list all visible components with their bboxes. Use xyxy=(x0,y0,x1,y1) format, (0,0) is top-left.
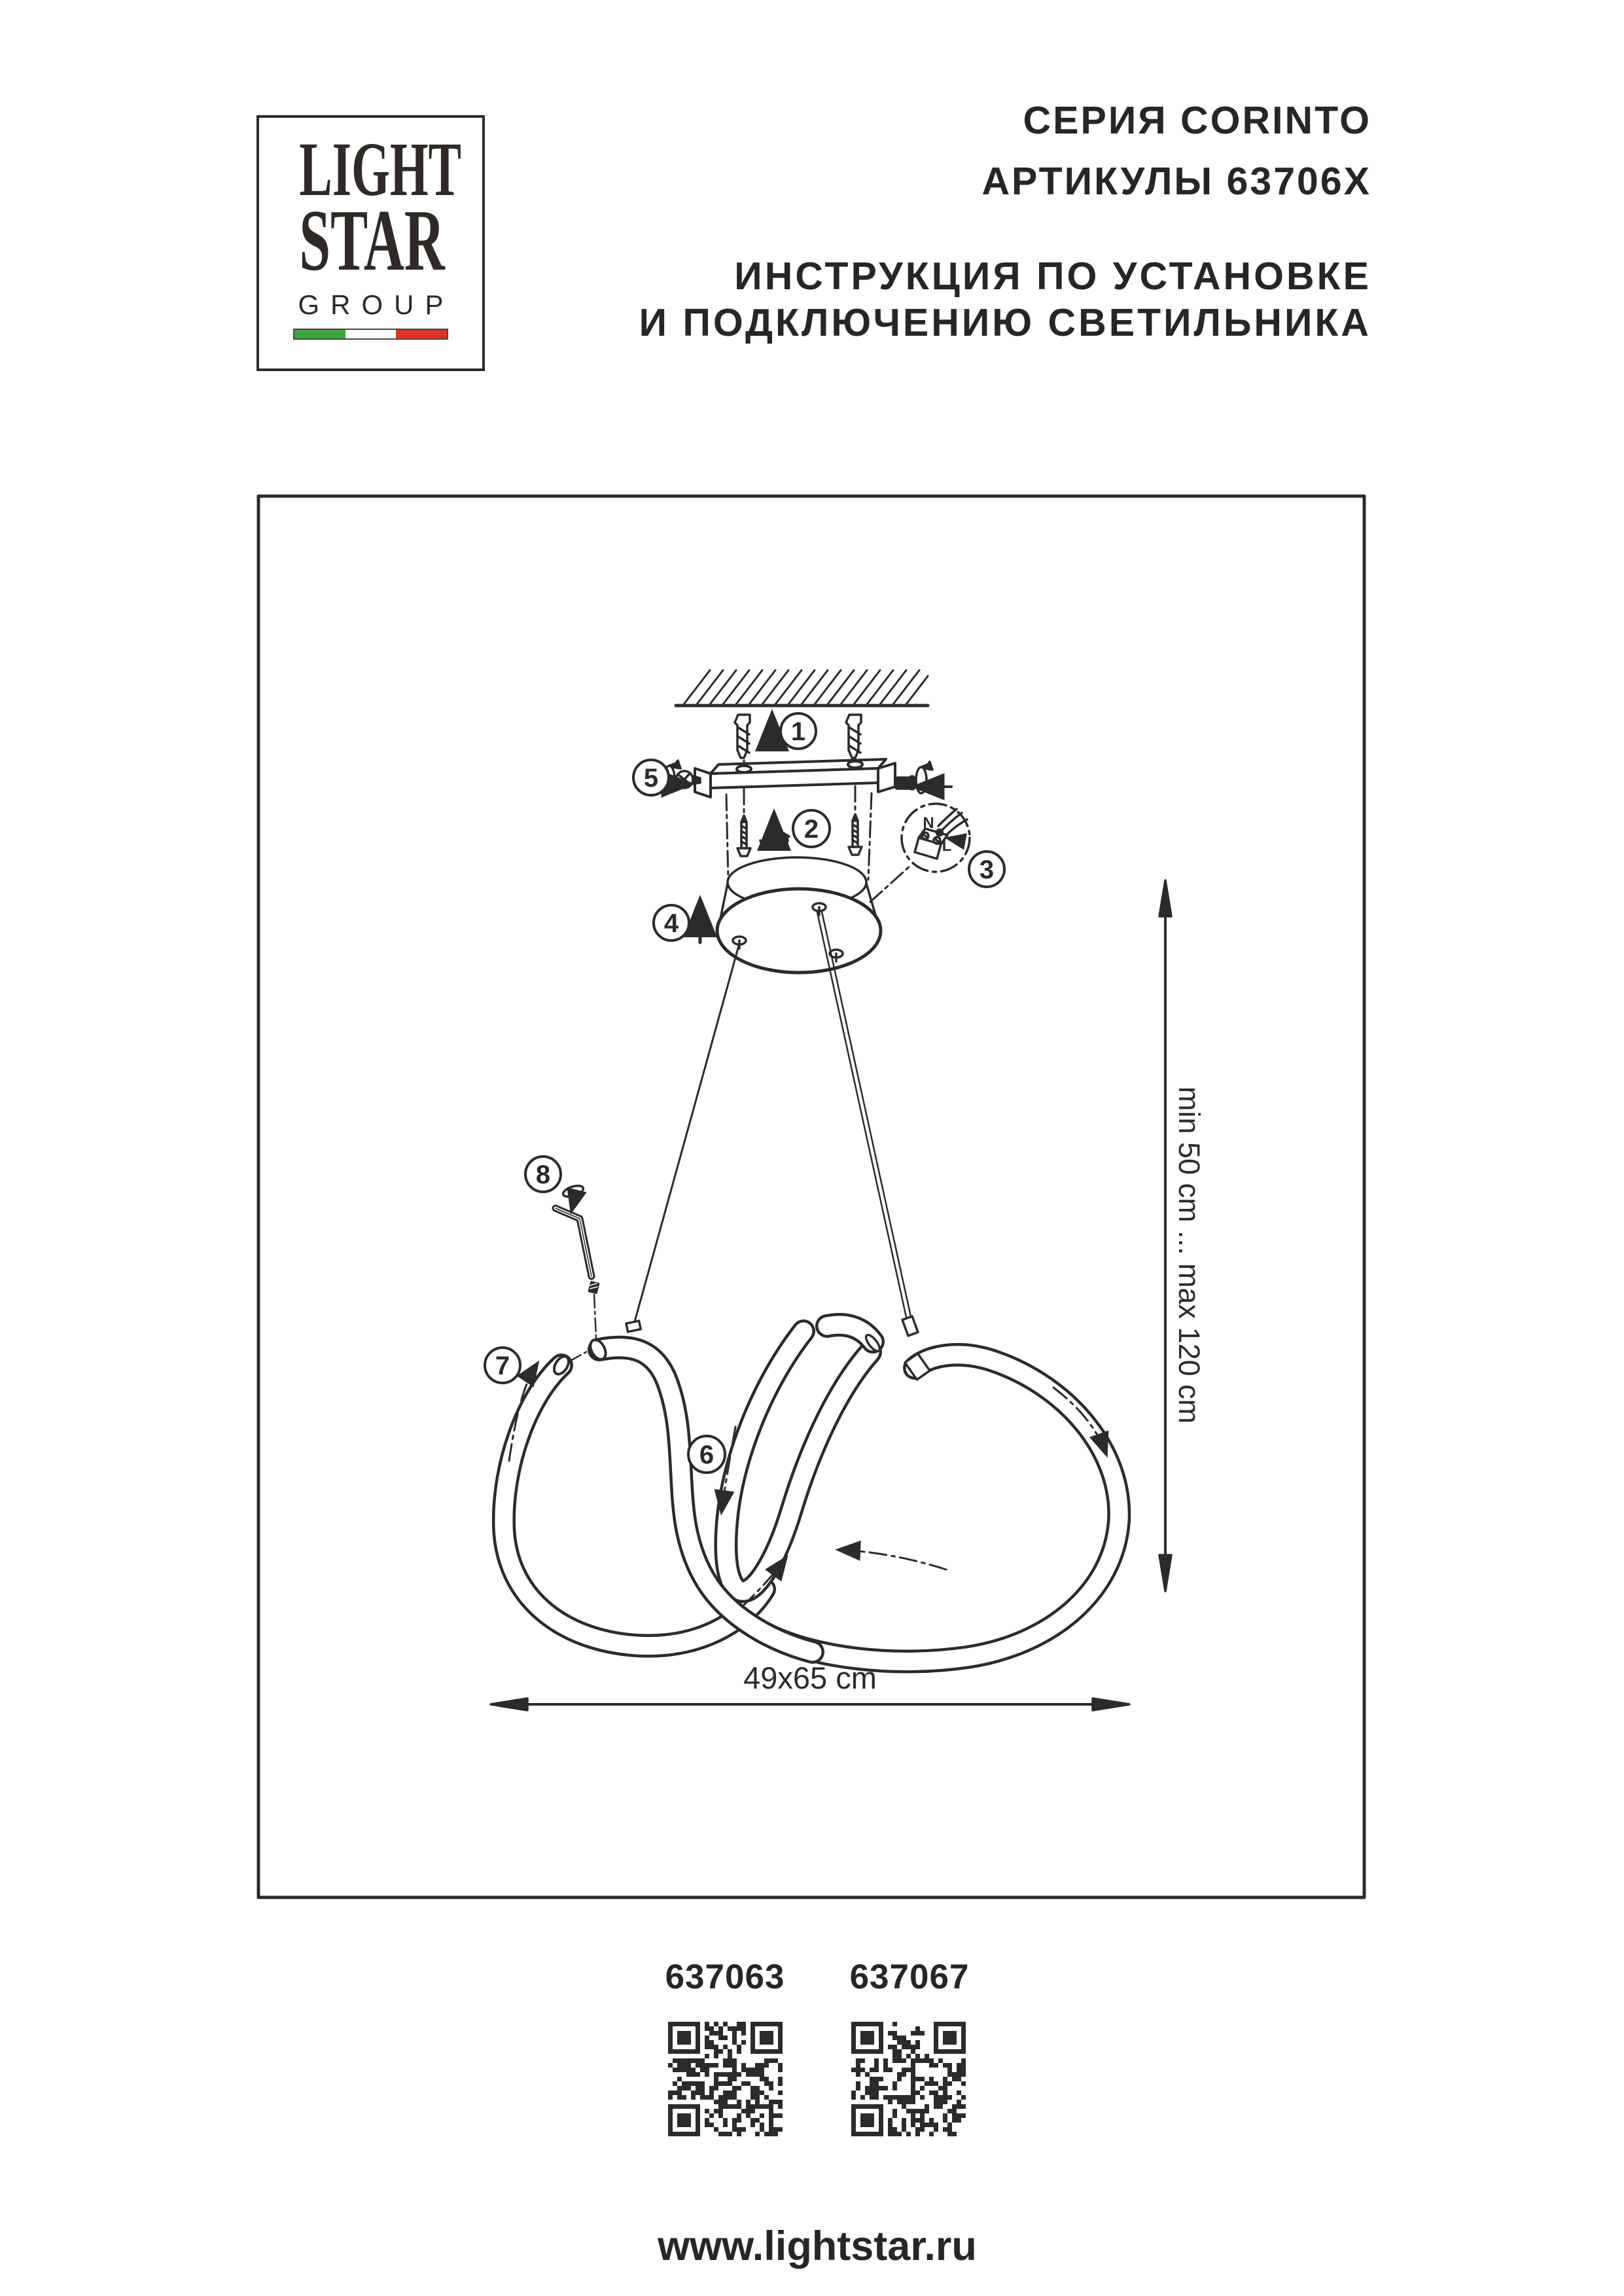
mounting-bracket xyxy=(695,759,895,797)
cable-clamp-left xyxy=(626,1321,641,1332)
rotate-icon-right xyxy=(916,762,951,793)
flag-green xyxy=(294,330,345,338)
qr-code-637063 xyxy=(665,2018,786,2140)
articles-title: АРТИКУЛЫ 63706X xyxy=(981,160,1371,203)
width-dimension-label: 49x65 cm xyxy=(743,1660,877,1695)
flag-white xyxy=(345,330,397,338)
terminal-detail xyxy=(902,804,970,872)
detail-leader xyxy=(870,865,911,902)
instruction-title-line2: И ПОДКЛЮЧЕНИЮ СВЕТИЛЬНИКА xyxy=(639,301,1371,344)
flag-red xyxy=(396,330,447,338)
cable-left xyxy=(633,946,739,1329)
cable-connector-right xyxy=(902,1316,918,1336)
step-number-5: 5 xyxy=(643,764,659,793)
step-number-3: 3 xyxy=(979,855,995,884)
terminal-label-n: N xyxy=(923,814,934,832)
long-screw-right xyxy=(849,814,862,855)
height-dimension xyxy=(1159,880,1171,1591)
width-dimension xyxy=(491,1698,1129,1710)
long-screw-left xyxy=(737,816,750,856)
side-screw-right xyxy=(895,776,916,789)
terminal-label-l: L xyxy=(942,837,952,855)
step-number-4: 4 xyxy=(663,909,679,938)
step-number-6: 6 xyxy=(699,1441,715,1469)
height-dimension-label: min 50 cm ... max 120 cm xyxy=(1173,1086,1206,1424)
allen-key xyxy=(556,1208,591,1276)
wall-plug-right xyxy=(846,715,861,758)
logo-word-star: STAR xyxy=(299,192,445,289)
wall-plug-left xyxy=(735,715,750,758)
logo-word-light: LIGHT xyxy=(299,126,461,212)
rotate-icon-step8 xyxy=(562,1183,585,1210)
lightstar-logo xyxy=(256,115,485,371)
step-number-1: 1 xyxy=(790,717,806,746)
canopy xyxy=(717,857,881,973)
logo-word-group: GROUP xyxy=(298,289,455,320)
step-number-2: 2 xyxy=(803,815,819,844)
series-title: СЕРИЯ CORINTO xyxy=(1023,99,1371,142)
article-code-1: 637063 xyxy=(665,1958,785,1996)
cable-right xyxy=(817,912,913,1326)
article-code-2: 637067 xyxy=(849,1958,970,1996)
instruction-title-line1: ИНСТРУКЦИЯ ПО УСТАНОВКЕ xyxy=(734,255,1371,298)
set-screw xyxy=(589,1282,598,1293)
ceiling-hatch xyxy=(676,670,928,706)
step-number-8: 8 xyxy=(535,1160,551,1189)
website-link[interactable]: www.lightstar.ru xyxy=(658,2223,977,2269)
step-number-7: 7 xyxy=(495,1352,510,1380)
installation-diagram xyxy=(256,494,1366,1899)
led-tube-lamp xyxy=(504,1325,1119,1661)
screw-in-icon xyxy=(760,817,789,846)
qr-code-637067 xyxy=(848,2018,969,2140)
italian-flag-bar xyxy=(293,329,448,340)
